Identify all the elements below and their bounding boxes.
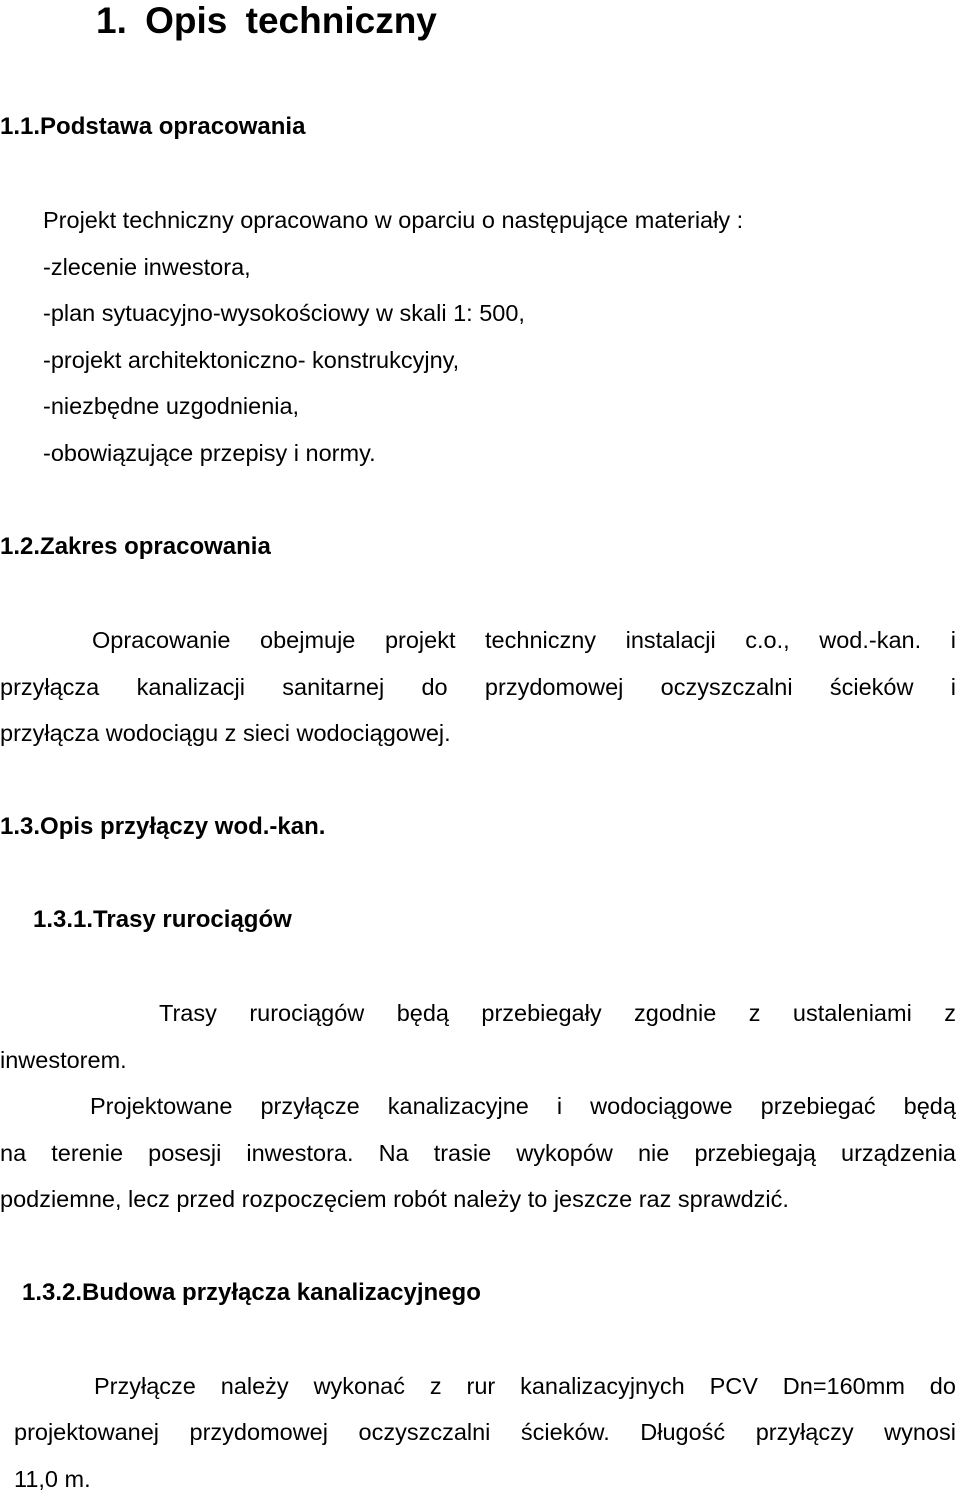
word: wod.-kan. (819, 627, 922, 653)
word: przebiegały (481, 1000, 602, 1026)
word: na (0, 1140, 27, 1166)
list-item: -niezbędne uzgodnienia, (43, 393, 300, 419)
section-1-3-2-line-2 (14, 1421, 956, 1445)
section-heading-1-2: 1.2.Zakres opracowania (0, 533, 271, 560)
list-item: -plan sytuacyjno-wysokościowy w skali 1: 500, (43, 300, 525, 326)
word: projekt (384, 627, 456, 653)
section-1-3-2-line-1 (94, 1375, 956, 1399)
word: kanalizacyjnych (520, 1373, 685, 1399)
section-1-3-1-line-3 (90, 1095, 956, 1119)
section-1-3-1-line-1 (159, 1002, 956, 1026)
word: wykopów (516, 1140, 613, 1166)
section-1-2-line-3: przyłącza wodociągu z sieci wodociągowej. (0, 720, 451, 746)
word: projektowanej (14, 1419, 160, 1445)
word: wynosi (884, 1419, 956, 1445)
word: PCV (709, 1373, 758, 1399)
word: Długość (640, 1419, 726, 1445)
word: zgodnie (634, 1000, 717, 1026)
word: przyłącza (0, 674, 100, 700)
word: inwestora. (246, 1140, 354, 1166)
list-item: -projekt architektoniczno- konstrukcyjny, (43, 347, 460, 373)
section-heading-1-3: 1.3.Opis przyłączy wod.-kan. (0, 813, 326, 840)
word: Dn=160mm (782, 1373, 905, 1399)
word: z (748, 1000, 761, 1026)
word: ścieków. (520, 1419, 610, 1445)
word: urządzenia (841, 1140, 956, 1166)
word: do (929, 1373, 956, 1399)
word: Na (378, 1140, 409, 1166)
word: i (556, 1093, 563, 1119)
word: i (950, 627, 956, 653)
word: przyłącze (260, 1093, 360, 1119)
word: przyłączy (755, 1419, 854, 1445)
word: wykonać (313, 1373, 405, 1399)
word: i (950, 674, 956, 700)
word: będą (396, 1000, 449, 1026)
word: obejmuje (260, 627, 356, 653)
word: wodociągowe (590, 1093, 733, 1119)
section-1-3-1-line-4 (0, 1142, 956, 1166)
word: Opracowanie (92, 627, 231, 653)
word: kanalizacji (136, 674, 245, 700)
word: sanitarnej (282, 674, 385, 700)
word: rur (466, 1373, 496, 1399)
list-item: -zlecenie inwestora, (43, 254, 251, 280)
word: przebiegać (760, 1093, 876, 1119)
word: trasie (433, 1140, 492, 1166)
word: należy (220, 1373, 289, 1399)
section-heading-1-3-1: 1.3.1.Trasy rurociągów (33, 906, 292, 933)
word: będą (903, 1093, 956, 1119)
page-title: 1. Opis techniczny (96, 0, 437, 41)
word: nie (637, 1140, 670, 1166)
word: z (429, 1373, 442, 1399)
word: Trasy (159, 1000, 217, 1026)
section-heading-1-3-2: 1.3.2.Budowa przyłącza kanalizacyjnego (22, 1279, 481, 1306)
word: terenie (51, 1140, 124, 1166)
section-1-2-line-2 (0, 676, 956, 700)
word: techniczny (485, 627, 597, 653)
word: rurociągów (249, 1000, 365, 1026)
section-1-3-1-line-5: podziemne, lecz przed rozpoczęciem robót należy to jeszcze raz sprawdzić. (0, 1186, 789, 1212)
word: Przyłącze (94, 1373, 196, 1399)
word: z (944, 1000, 956, 1026)
word: ustaleniami (792, 1000, 912, 1026)
section-1-3-2-line-3: 11,0 m. (14, 1466, 91, 1492)
section-1-2-line-1 (92, 629, 956, 653)
word: instalacji (625, 627, 716, 653)
word: c.o., (745, 627, 790, 653)
word: przydomowej (189, 1419, 328, 1445)
section-heading-1-1: 1.1.Podstawa opracowania (0, 113, 306, 140)
word: do (421, 674, 448, 700)
word: przydomowej (484, 674, 624, 700)
section-1-1-intro: Projekt techniczny opracowano w oparciu o następujące materiały : (43, 207, 744, 233)
word: oczyszczalni (358, 1419, 491, 1445)
word: oczyszczalni (660, 674, 793, 700)
word: Projektowane (90, 1093, 233, 1119)
word: ścieków (829, 674, 914, 700)
word: kanalizacyjne (387, 1093, 529, 1119)
word: przebiegają (694, 1140, 816, 1166)
list-item: -obowiązujące przepisy i normy. (43, 440, 376, 466)
section-1-3-1-line-2: inwestorem. (0, 1047, 127, 1073)
word: posesji (148, 1140, 222, 1166)
